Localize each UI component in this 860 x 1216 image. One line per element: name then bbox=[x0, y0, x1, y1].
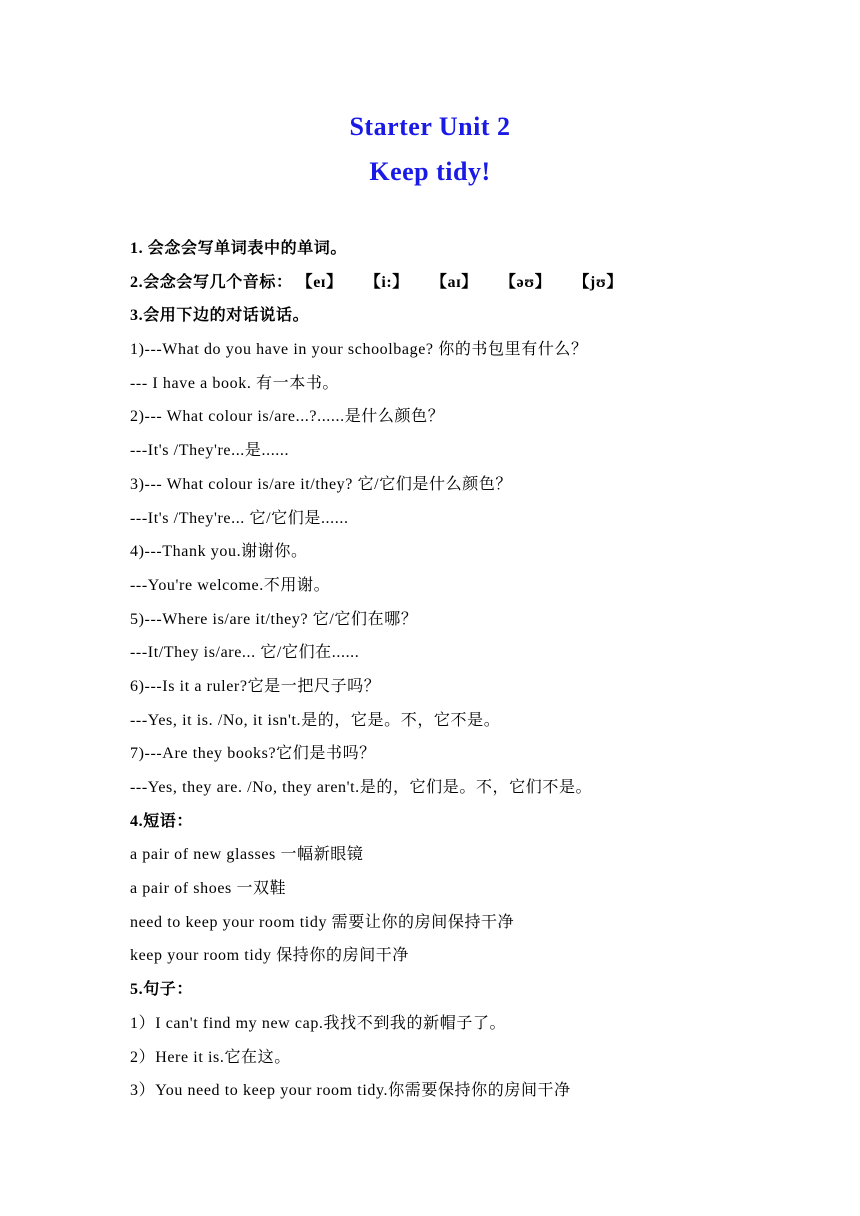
section-2-heading bbox=[130, 266, 750, 300]
phonetic-symbol: 【aɪ】 bbox=[430, 273, 478, 291]
dialogue-line: ---Yes, they are. /No, they aren't.是的，它们是。不，它们不是。 bbox=[130, 779, 593, 796]
phonetic-symbol: 【əʊ】 bbox=[499, 273, 552, 291]
phrase-line: keep your room tidy 保持你的房间干净 bbox=[130, 947, 409, 965]
dialogue-line: ---It/They is/are... 它/它们在...... bbox=[130, 644, 360, 662]
dialogue-line: 1)---What do you have in your schoolbage? 你的书包里有什么？ bbox=[130, 341, 588, 359]
sentence-line: 3）You need to keep your room tidy.你需要保持你的房间干净 bbox=[130, 1082, 571, 1100]
section-5-heading: 5.句子： bbox=[130, 981, 194, 999]
document-title: Starter Unit 2 bbox=[349, 112, 511, 141]
sentence-line: 2）Here it is.它在这。 bbox=[130, 1048, 291, 1066]
dialogue-line: 4)---Thank you.谢谢你。 bbox=[130, 543, 308, 561]
dialogue-line: 5)---Where is/are it/they? 它/它们在哪？ bbox=[130, 610, 418, 628]
dialogue-line: ---You're welcome.不用谢。 bbox=[130, 576, 331, 594]
dialogue-line: ---It's /They're...是...... bbox=[130, 442, 290, 460]
dialogue-line: 6)---Is it a ruler?它是一把尺子吗？ bbox=[130, 677, 381, 695]
sentence-line: 1）I can't find my new cap.我找不到我的新帽子了。 bbox=[130, 1014, 507, 1032]
document-body bbox=[130, 232, 750, 1108]
phonetics-label: 2.会念会写几个音标： bbox=[130, 273, 293, 291]
phonetic-symbol: 【eɪ】 bbox=[296, 273, 343, 291]
dialogue-line: ---Yes, it is. /No, it isn't.是的，它是。不，它不是。 bbox=[130, 711, 501, 729]
dialogue-line: 7)---Are they books?它们是书吗？ bbox=[130, 745, 376, 763]
phrase-line: a pair of shoes 一双鞋 bbox=[130, 880, 287, 898]
section-3-heading: 3.会用下边的对话说话。 bbox=[130, 307, 310, 325]
dialogue-line: 2)--- What colour is/are...?......是什么颜色？ bbox=[130, 408, 445, 426]
section-1-heading: 1. 会念会写单词表中的单词。 bbox=[130, 240, 348, 257]
dialogue-line: ---It's /They're... 它/它们是...... bbox=[130, 509, 349, 527]
document-subtitle: Keep tidy! bbox=[369, 157, 491, 186]
phonetic-symbol: 【i:】 bbox=[364, 273, 409, 291]
section-4-heading: 4.短语： bbox=[130, 812, 194, 830]
dialogue-line: --- I have a book. 有一本书。 bbox=[130, 374, 340, 392]
phrase-line: need to keep your room tidy 需要让你的房间保持干净 bbox=[130, 913, 515, 931]
dialogue-line: 3)--- What colour is/are it/they? 它/它们是什么颜色？ bbox=[130, 475, 513, 493]
phrase-line: a pair of new glasses 一幅新眼镜 bbox=[130, 846, 364, 864]
phonetic-symbol: 【jʊ】 bbox=[573, 273, 623, 291]
